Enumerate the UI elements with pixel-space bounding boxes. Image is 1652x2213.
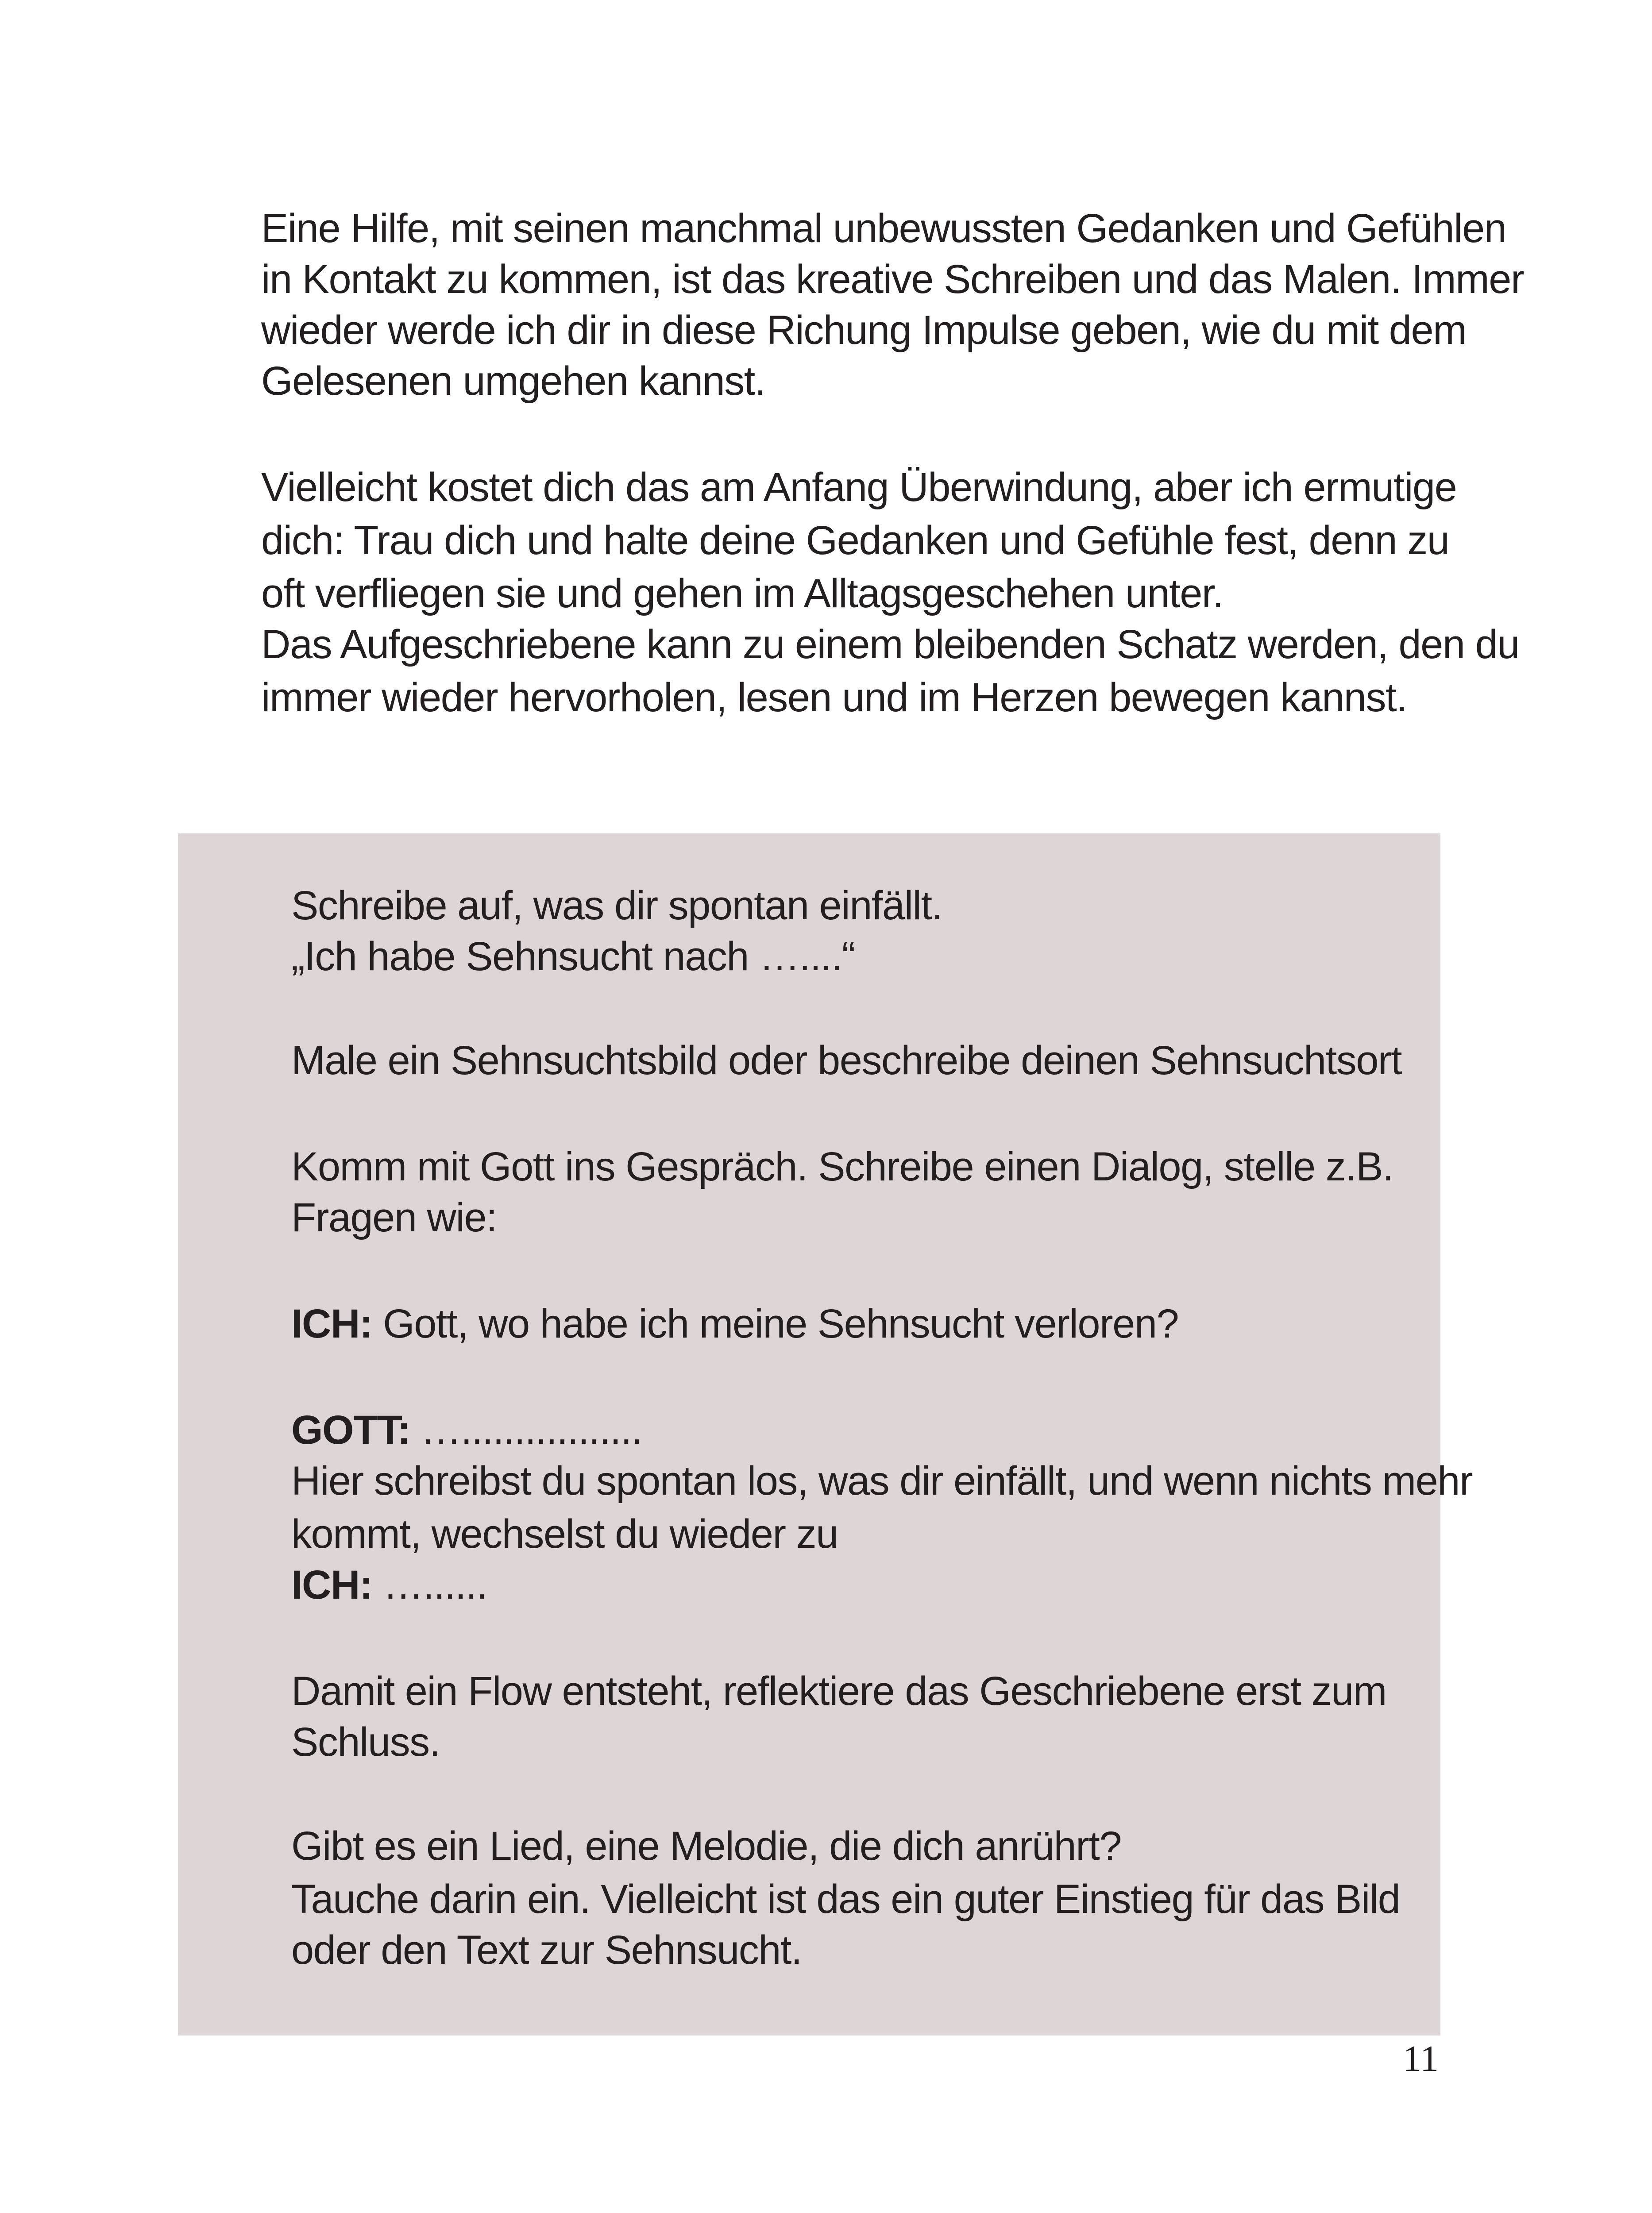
exercise-line: „Ich habe Sehnsucht nach …....“ (291, 934, 855, 979)
exercise-line: Schreibe auf, was dir spontan einfällt. (291, 883, 942, 928)
intro-text-line: Vielleicht kostet dich das am Anfang Überwindung, aber ich ermutige (261, 465, 1457, 510)
dialog-text: …................. (410, 1407, 642, 1453)
page-number: 11 (1403, 2038, 1439, 2079)
dialog-speaker-label: ICH: (291, 1562, 373, 1608)
exercise-line: Damit ein Flow entsteht, reflektiere das Geschriebene erst zum (291, 1669, 1386, 1714)
dialog-line-gott (291, 1407, 642, 1453)
exercise-line: Tauche darin ein. Vielleicht ist das ein guter Einstieg für das Bild (291, 1877, 1400, 1922)
intro-text-line: Eine Hilfe, mit seinen manchmal unbewussten Gedanken und Gefühlen (261, 206, 1506, 251)
exercise-line: Hier schreibst du spontan los, was dir einfällt, und wenn nichts mehr (291, 1458, 1473, 1504)
intro-text-line: oft verfliegen sie und gehen im Alltagsgeschehen unter. (261, 571, 1224, 616)
exercise-line: Komm mit Gott ins Gespräch. Schreibe einen Dialog, stelle z.B. (291, 1144, 1393, 1189)
intro-text-line: Gelesenen umgehen kannst. (261, 359, 765, 404)
intro-text-line: in Kontakt zu kommen, ist das kreative Schreiben und das Malen. Immer (261, 257, 1524, 302)
exercise-line: Male ein Sehnsuchtsbild oder beschreibe deinen Sehnsuchtsort (291, 1038, 1402, 1083)
exercise-line: Gibt es ein Lied, eine Melodie, die dich anrührt? (291, 1824, 1122, 1869)
dialog-speaker-label: GOTT: (291, 1407, 410, 1453)
exercise-line: Schluss. (291, 1720, 440, 1765)
intro-text-line: dich: Trau dich und halte deine Gedanken und Gefühle fest, denn zu (261, 518, 1449, 563)
dialog-text: …...... (372, 1562, 487, 1608)
dialog-line-ich (291, 1562, 487, 1608)
intro-text-line: Das Aufgeschriebene kann zu einem bleibenden Schatz werden, den du (261, 622, 1519, 667)
dialog-line-ich (291, 1303, 1178, 1344)
exercise-line: oder den Text zur Sehnsucht. (291, 1928, 802, 1973)
dialog-speaker-label: ICH: (291, 1301, 373, 1346)
exercise-line: Fragen wie: (291, 1195, 497, 1240)
exercise-line: kommt, wechselst du wieder zu (291, 1511, 838, 1557)
dialog-text: Gott, wo habe ich meine Sehnsucht verloren? (372, 1301, 1179, 1346)
intro-text-line: immer wieder hervorholen, lesen und im Herzen bewegen kannst. (261, 675, 1407, 720)
intro-text-line: wieder werde ich dir in diese Richung Impulse geben, wie du mit dem (261, 308, 1467, 353)
